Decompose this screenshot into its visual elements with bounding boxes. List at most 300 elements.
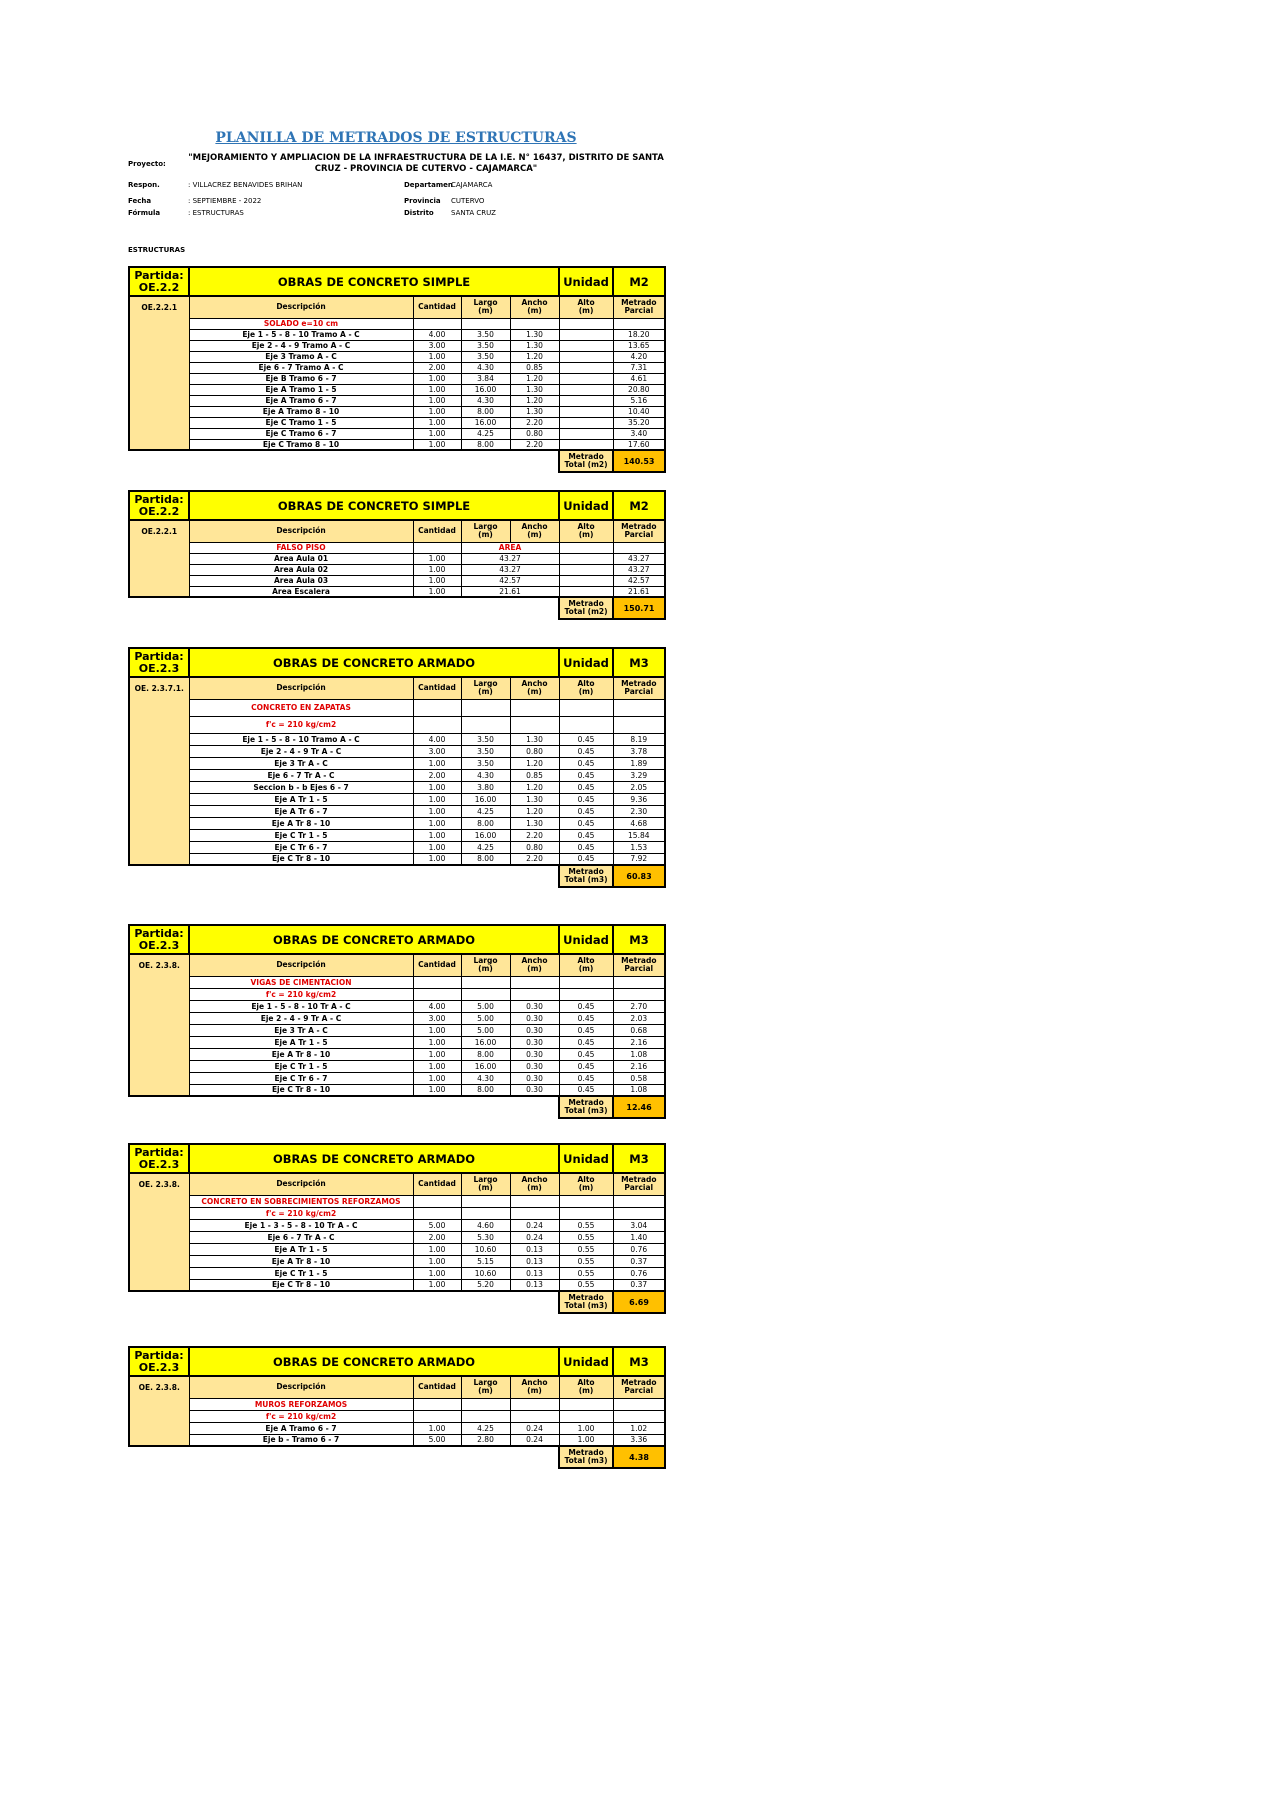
row-alto: 0.45 [559,1000,613,1012]
row-description: Eje A Tr 1 - 5 [189,793,413,805]
row-description: Area Aula 03 [189,575,413,586]
row-largo: 2.80 [461,1434,510,1446]
row-description: Eje 6 - 7 Tr A - C [189,769,413,781]
unidad-value: M2 [613,267,665,296]
unidad-label: Unidad [559,491,613,520]
row-parcial: 0.58 [613,1072,665,1084]
partida-code: OE.2.2.1 [129,520,189,597]
departamento-label: Departamen [404,181,453,189]
row-description: Eje 3 Tr A - C [189,1024,413,1036]
row-cantidad: 3.00 [413,340,461,351]
table-row [129,351,665,362]
table-row [129,395,665,406]
row-cantidad [413,988,461,1000]
row-largo [461,1207,510,1219]
row-largo: 5.20 [461,1279,510,1291]
col-largo [461,520,510,542]
header-line: OE.2.2 [138,504,180,518]
row-parcial [613,988,665,1000]
row-ancho [510,988,559,1000]
table-row [129,586,665,597]
row-alto: 0.45 [559,745,613,757]
table-row [129,1231,665,1243]
partida-title: OBRAS DE CONCRETO ARMADO [189,925,559,954]
row-cantidad [413,1207,461,1219]
col-alto [559,677,613,699]
table-row [129,1084,665,1096]
row-largo: 16.00 [461,384,510,395]
row-cantidad [413,699,461,716]
row-description: Eje b - Tramo 6 - 7 [189,1434,413,1446]
metrado-table [128,266,666,473]
row-parcial: 9.36 [613,793,665,805]
row-parcial: 3.29 [613,769,665,781]
row-parcial: 2.16 [613,1036,665,1048]
row-alto [559,1410,613,1422]
header-line: Ancho [521,679,548,689]
header-line: (m) [578,1386,594,1396]
row-description: f'c = 210 kg/cm2 [189,988,413,1000]
row-alto [559,699,613,716]
col-ancho [510,1173,559,1195]
header-line: (m) [578,687,594,697]
row-parcial [613,1398,665,1410]
partida-title: OBRAS DE CONCRETO ARMADO [189,1144,559,1173]
row-parcial: 20.80 [613,384,665,395]
table-row [129,829,665,841]
unidad-label: Unidad [559,925,613,954]
unidad-label: Unidad [559,648,613,677]
row-ancho: 0.80 [510,428,559,439]
row-cantidad: 1.00 [413,1072,461,1084]
row-ancho [510,1398,559,1410]
row-description: Eje A Tr 8 - 10 [189,817,413,829]
table-row [129,757,665,769]
row-description: SOLADO e=10 cm [189,318,413,329]
row-ancho: 0.30 [510,1024,559,1036]
row-cantidad [413,716,461,733]
col-ancho [510,1376,559,1398]
row-cantidad: 1.00 [413,1243,461,1255]
header-line: OE.2.3 [138,1157,180,1171]
spacer [129,597,559,619]
row-description: Eje C Tramo 1 - 5 [189,417,413,428]
row-parcial: 4.61 [613,373,665,384]
row-largo [461,699,510,716]
col-ancho [510,296,559,318]
col-descripcion: Descripción [189,1376,413,1398]
table-row [129,793,665,805]
row-description: f'c = 210 kg/cm2 [189,1207,413,1219]
row-ancho: 2.20 [510,853,559,865]
row-alto [559,1195,613,1207]
row-parcial: 17.60 [613,439,665,450]
row-alto [559,976,613,988]
total-label [559,1291,613,1313]
table-row [129,1434,665,1446]
partida-cell [129,925,189,954]
row-largo: 3.50 [461,329,510,340]
col-largo [461,1173,510,1195]
row-parcial: 21.61 [613,586,665,597]
header-line: Parcial [624,530,654,540]
row-alto [559,318,613,329]
table-row [129,406,665,417]
row-cantidad: 1.00 [413,406,461,417]
metrado-table [128,1346,666,1469]
row-cantidad [413,1195,461,1207]
row-largo [461,988,510,1000]
row-cantidad: 1.00 [413,829,461,841]
col-descripcion: Descripción [189,1173,413,1195]
col-cantidad: Cantidad [413,296,461,318]
total-label [559,1096,613,1118]
row-cantidad: 1.00 [413,1060,461,1072]
row-cantidad: 1.00 [413,564,461,575]
row-alto [559,542,613,553]
formula-label: Fórmula [128,209,161,217]
header-line: Ancho [521,1175,548,1185]
partida-title: OBRAS DE CONCRETO SIMPLE [189,267,559,296]
row-parcial [613,976,665,988]
header-line: Total (m3) [564,1106,608,1115]
header-line: (m) [527,1386,542,1396]
header-line: Metrado [621,522,657,532]
header-line: Metrado [621,679,657,689]
header-line: (m) [478,964,493,974]
row-cantidad: 1.00 [413,1048,461,1060]
header-line: (m) [578,306,594,316]
row-ancho [510,1207,559,1219]
row-cantidad: 1.00 [413,575,461,586]
row-largo: 16.00 [461,1060,510,1072]
metrado-table [128,924,666,1119]
table-row [129,1072,665,1084]
row-largo: 4.25 [461,1422,510,1434]
row-description: Eje 1 - 3 - 5 - 8 - 10 Tr A - C [189,1219,413,1231]
row-ancho: 0.85 [510,769,559,781]
row-alto [559,417,613,428]
header-line: Parcial [624,1386,654,1396]
col-largo [461,954,510,976]
row-cantidad: 1.00 [413,384,461,395]
row-alto: 0.45 [559,805,613,817]
row-parcial: 3.40 [613,428,665,439]
row-description: MUROS REFORZAMOS [189,1398,413,1410]
row-parcial: 3.36 [613,1434,665,1446]
row-description: Eje C Tr 6 - 7 [189,841,413,853]
header-line: Parcial [624,687,654,697]
row-alto: 0.55 [559,1219,613,1231]
header-line: Total (m2) [564,607,608,616]
col-alto [559,954,613,976]
row-ancho: 2.20 [510,417,559,428]
row-cantidad: 1.00 [413,417,461,428]
row-largo: 3.50 [461,351,510,362]
row-parcial: 1.08 [613,1048,665,1060]
row-description: Eje A Tramo 1 - 5 [189,384,413,395]
row-description: VIGAS DE CIMENTACION [189,976,413,988]
header-line: Alto [577,956,595,966]
row-parcial: 4.68 [613,817,665,829]
row-cantidad: 1.00 [413,553,461,564]
col-largo [461,296,510,318]
header-line: Metrado [568,867,604,876]
row-parcial: 0.68 [613,1024,665,1036]
table-row [129,1267,665,1279]
row-ancho: 0.30 [510,1048,559,1060]
row-description: CONCRETO EN SOBRECIMIENTOS REFORZAMOS [189,1195,413,1207]
row-largo: 8.00 [461,853,510,865]
row-alto: 0.55 [559,1255,613,1267]
row-largo: 16.00 [461,793,510,805]
row-ancho: 0.13 [510,1255,559,1267]
row-largo: 5.00 [461,1012,510,1024]
row-ancho: 0.30 [510,1060,559,1072]
header-line: Parcial [624,964,654,974]
row-cantidad: 1.00 [413,1422,461,1434]
row-parcial: 3.78 [613,745,665,757]
col-alto [559,520,613,542]
row-parcial: 8.19 [613,733,665,745]
header-line: Parcial [624,1183,654,1193]
table-row [129,553,665,564]
row-alto: 0.45 [559,853,613,865]
row-parcial: 43.27 [613,553,665,564]
unidad-value: M3 [613,925,665,954]
spacer [129,1096,559,1118]
total-value: 4.38 [613,1446,665,1468]
row-description: Eje C Tr 8 - 10 [189,1084,413,1096]
row-parcial: 10.40 [613,406,665,417]
row-ancho: 1.30 [510,406,559,417]
row-cantidad [413,542,461,553]
header-line: (m) [478,530,493,540]
col-cantidad: Cantidad [413,677,461,699]
row-largo: 3.84 [461,373,510,384]
col-metrado [613,520,665,542]
header-line: Largo [473,679,498,689]
table-row [129,1279,665,1291]
row-area: 43.27 [461,553,559,564]
header-line: Metrado [568,452,604,461]
row-area: 43.27 [461,564,559,575]
row-parcial: 5.16 [613,395,665,406]
row-alto [559,351,613,362]
row-ancho: 2.20 [510,439,559,450]
row-largo: 8.00 [461,439,510,450]
total-label [559,865,613,887]
row-largo: 5.00 [461,1000,510,1012]
row-description: Area Escalera [189,586,413,597]
row-parcial [613,1195,665,1207]
header-line: Metrado [568,1448,604,1457]
row-alto: 0.45 [559,841,613,853]
row-largo: 4.30 [461,395,510,406]
row-parcial: 0.76 [613,1267,665,1279]
header-line: Alto [577,1378,595,1388]
row-alto: 0.45 [559,817,613,829]
row-cantidad [413,1398,461,1410]
row-largo: 3.50 [461,745,510,757]
table-row [129,1243,665,1255]
header-line: Metrado [621,1175,657,1185]
table-row [129,769,665,781]
row-ancho [510,1195,559,1207]
col-largo [461,1376,510,1398]
row-largo [461,318,510,329]
header-line: (m) [527,1183,542,1193]
row-alto [559,564,613,575]
row-alto: 0.45 [559,1024,613,1036]
row-description: Eje 3 Tr A - C [189,757,413,769]
row-largo [461,1195,510,1207]
row-parcial: 2.30 [613,805,665,817]
metrado-table [128,647,666,888]
partida-code: OE. 2.3.7.1. [129,677,189,865]
row-ancho: 1.30 [510,793,559,805]
row-ancho: 0.30 [510,1012,559,1024]
row-cantidad: 1.00 [413,757,461,769]
table-row [129,373,665,384]
row-alto: 0.55 [559,1279,613,1291]
table-row [129,1207,665,1219]
header-line: Partida: [134,492,184,506]
distrito-label: Distrito [404,209,434,217]
row-parcial: 2.05 [613,781,665,793]
row-parcial [613,716,665,733]
row-ancho: 1.20 [510,395,559,406]
header-line: (m) [527,306,542,316]
table-row [129,1012,665,1024]
row-largo: 8.00 [461,1084,510,1096]
row-parcial: 42.57 [613,575,665,586]
col-ancho [510,520,559,542]
header-line: Total (m3) [564,1301,608,1310]
row-parcial [613,542,665,553]
table-row [129,733,665,745]
row-largo: 3.50 [461,757,510,769]
header-line: Metrado [621,1378,657,1388]
row-cantidad: 1.00 [413,1255,461,1267]
table-row [129,1048,665,1060]
row-description: Seccion b - b Ejes 6 - 7 [189,781,413,793]
row-parcial [613,1410,665,1422]
row-parcial: 1.02 [613,1422,665,1434]
row-cantidad [413,318,461,329]
row-description: Eje 2 - 4 - 9 Tr A - C [189,745,413,757]
row-cantidad: 3.00 [413,1012,461,1024]
row-parcial: 7.92 [613,853,665,865]
header-line: Total (m2) [564,460,608,469]
table-row [129,699,665,716]
col-metrado [613,677,665,699]
row-area: 42.57 [461,575,559,586]
table-row [129,817,665,829]
table-row [129,1024,665,1036]
row-cantidad: 2.00 [413,362,461,373]
table-row [129,1060,665,1072]
row-alto [559,1207,613,1219]
col-alto [559,1173,613,1195]
header-line: (m) [527,964,542,974]
table-row [129,805,665,817]
row-ancho: 0.80 [510,745,559,757]
col-alto [559,1376,613,1398]
unidad-value: M3 [613,1144,665,1173]
col-metrado [613,1173,665,1195]
row-description: Eje 1 - 5 - 8 - 10 Tramo A - C [189,733,413,745]
departamento-value: CAJAMARCA [451,181,493,189]
row-description: FALSO PISO [189,542,413,553]
row-alto: 0.45 [559,829,613,841]
partida-code: OE. 2.3.8. [129,1376,189,1446]
table-row [129,745,665,757]
partida-title: OBRAS DE CONCRETO ARMADO [189,1347,559,1376]
row-alto [559,1398,613,1410]
row-cantidad: 1.00 [413,841,461,853]
header-line: Partida: [134,1348,184,1362]
table-row [129,976,665,988]
row-ancho: 1.30 [510,384,559,395]
row-ancho: 0.13 [510,1279,559,1291]
row-cantidad: 1.00 [413,793,461,805]
header-line: Partida: [134,268,184,282]
row-ancho: 0.30 [510,1000,559,1012]
row-description: Eje C Tr 1 - 5 [189,1060,413,1072]
row-alto: 0.45 [559,1084,613,1096]
row-largo: 8.00 [461,817,510,829]
table-row [129,318,665,329]
row-largo: 8.00 [461,406,510,417]
fecha-label: Fecha [128,197,152,205]
row-cantidad: 1.00 [413,781,461,793]
header-line: Metrado [621,298,657,308]
table-row [129,384,665,395]
row-alto [559,329,613,340]
table-row [129,340,665,351]
header-line: OE.2.3 [138,1360,180,1374]
header-line: Alto [577,298,595,308]
row-parcial: 0.37 [613,1255,665,1267]
col-cantidad: Cantidad [413,1173,461,1195]
row-largo: 4.25 [461,428,510,439]
row-cantidad [413,976,461,988]
row-largo: 16.00 [461,829,510,841]
row-parcial: 13.65 [613,340,665,351]
row-description: Eje C Tr 6 - 7 [189,1072,413,1084]
header-line: Alto [577,1175,595,1185]
row-cantidad: 1.00 [413,805,461,817]
row-largo: 3.50 [461,340,510,351]
row-largo: 16.00 [461,1036,510,1048]
row-ancho [510,699,559,716]
row-parcial: 1.40 [613,1231,665,1243]
formula-value: : ESTRUCTURAS [188,209,244,217]
row-ancho: 0.24 [510,1231,559,1243]
row-parcial: 0.76 [613,1243,665,1255]
table-row [129,1219,665,1231]
row-largo: 4.30 [461,769,510,781]
header-line: (m) [478,1183,493,1193]
row-parcial: 1.89 [613,757,665,769]
row-parcial: 2.70 [613,1000,665,1012]
row-parcial: 3.04 [613,1219,665,1231]
row-description: f'c = 210 kg/cm2 [189,1410,413,1422]
table-row [129,1000,665,1012]
row-description: f'c = 210 kg/cm2 [189,716,413,733]
row-cantidad: 1.00 [413,1279,461,1291]
